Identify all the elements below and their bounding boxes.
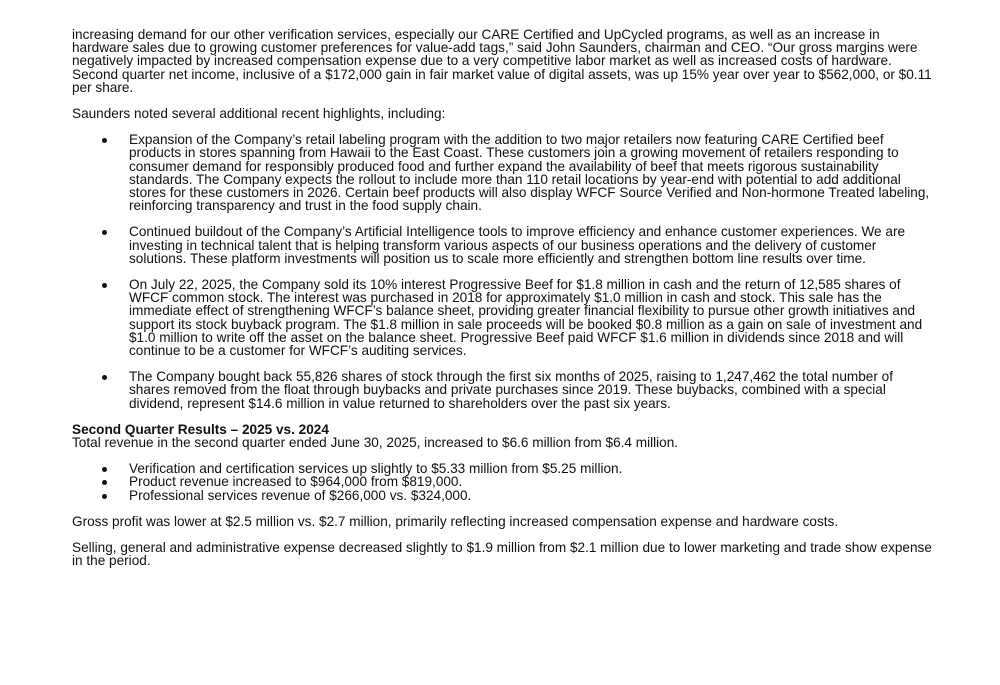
highlight-item [72, 133, 932, 212]
bullet-icon [102, 494, 107, 499]
results-heading: Second Quarter Results – 2025 vs. 2024 [72, 421, 329, 437]
bullet-icon [102, 138, 107, 143]
highlights-list [72, 133, 932, 410]
highlight-item [72, 225, 932, 265]
bullet-icon [102, 230, 107, 235]
highlight-item [72, 370, 932, 410]
bullet-icon [102, 480, 107, 485]
highlight-text: On July 22, 2025, the Company sold its 10% interest Progressive Beef for $1.8 million in cash and the return of 12,585 shares of WFCF common stock. The interest was purchased in 2018 for approximately $1.0 million in cash and stock. This sale has the immediate effect of strengthening WFCF’s balance sheet, providing greater financial flexibility to pursue other growth initiatives and support its stock buyback program. The $1.8 million in sale proceeds will be booked $0.8 million as a gain on sale of investment and $1.0 million to write off the asset on the balance sheet. Progressive Beef paid WFCF $1.6 million in dividends since 2018 and will continue to be a customer for WFCF’s auditing services. [129, 277, 923, 359]
revenue-text: Product revenue increased to $964,000 from $819,000. [129, 474, 463, 490]
bullet-icon [102, 283, 107, 288]
bullet-icon [102, 375, 107, 380]
intro-paragraph: increasing demand for our other verification services, especially our CARE Certified and UpCycled programs, as well as an increase in hardware sales due to growing customer preferences for value-add tags,” said John Saunders, chairman and CEO. “Our gross margins were negatively impacted by increased compensation expense due to a very competitive labor market as well as increased costs of hardware. Second quarter net income, inclusive of a $172,000 gain in fair market value of digital assets, was up 15% year over year to $562,000, or $0.11 per share. [72, 27, 932, 95]
highlight-text: The Company bought back 55,826 shares of stock through the first six months of 2025, raising to 1,247,462 the total number of shares removed from the float through buybacks and private purchases since 2019. These buybacks, combined with a special dividend, represent $14.6 million in value returned to shareholders over the past six years. [129, 369, 893, 411]
highlight-text: Continued buildout of the Company’s Artificial Intelligence tools to improve efficiency and enhance customer experiences. We are investing in technical talent that is helping transform various aspects of our business operations and the delivery of customer solutions. These platform investments will position us to scale more efficiently and strengthen bottom line results over time. [129, 224, 906, 266]
highlights-intro: Saunders noted several additional recent highlights, including: [72, 106, 446, 122]
bullet-icon [102, 467, 107, 472]
revenue-list [72, 462, 932, 502]
results-paragraph: Total revenue in the second quarter ended June 30, 2025, increased to $6.6 million from $6.4 million. [72, 435, 679, 451]
highlight-item [72, 278, 932, 357]
revenue-text: Verification and certification services up slightly to $5.33 million from $5.25 million. [129, 461, 623, 477]
revenue-item [72, 489, 932, 502]
sga-paragraph: Selling, general and administrative expense decreased slightly to $1.9 million from $2.1 million due to lower marketing and trade show expense in the period. [72, 540, 932, 569]
revenue-text: Professional services revenue of $266,000 vs. $324,000. [129, 487, 472, 503]
gross-profit-paragraph: Gross profit was lower at $2.5 million vs. $2.7 million, primarily reflecting increased compensation expense and hardware costs. [72, 513, 839, 529]
document-page [72, 28, 932, 581]
highlight-text: Expansion of the Company’s retail labeling program with the addition to two major retailers now featuring CARE Certified beef products in stores spanning from Hawaii to the East Coast. These customers join a growing movement of retailers responding to consumer demand for responsibly produced food and further expand the availability of beef that meets rigorous sustainability standards. The Company expects the rollout to include more than 110 retail locations by year-end with potential to add additional stores for these customers in 2026. Certain beef products will also display WFCF Source Verified and Non-hormone Treated labeling, reinforcing transparency and trust in the food supply chain. [129, 132, 930, 214]
